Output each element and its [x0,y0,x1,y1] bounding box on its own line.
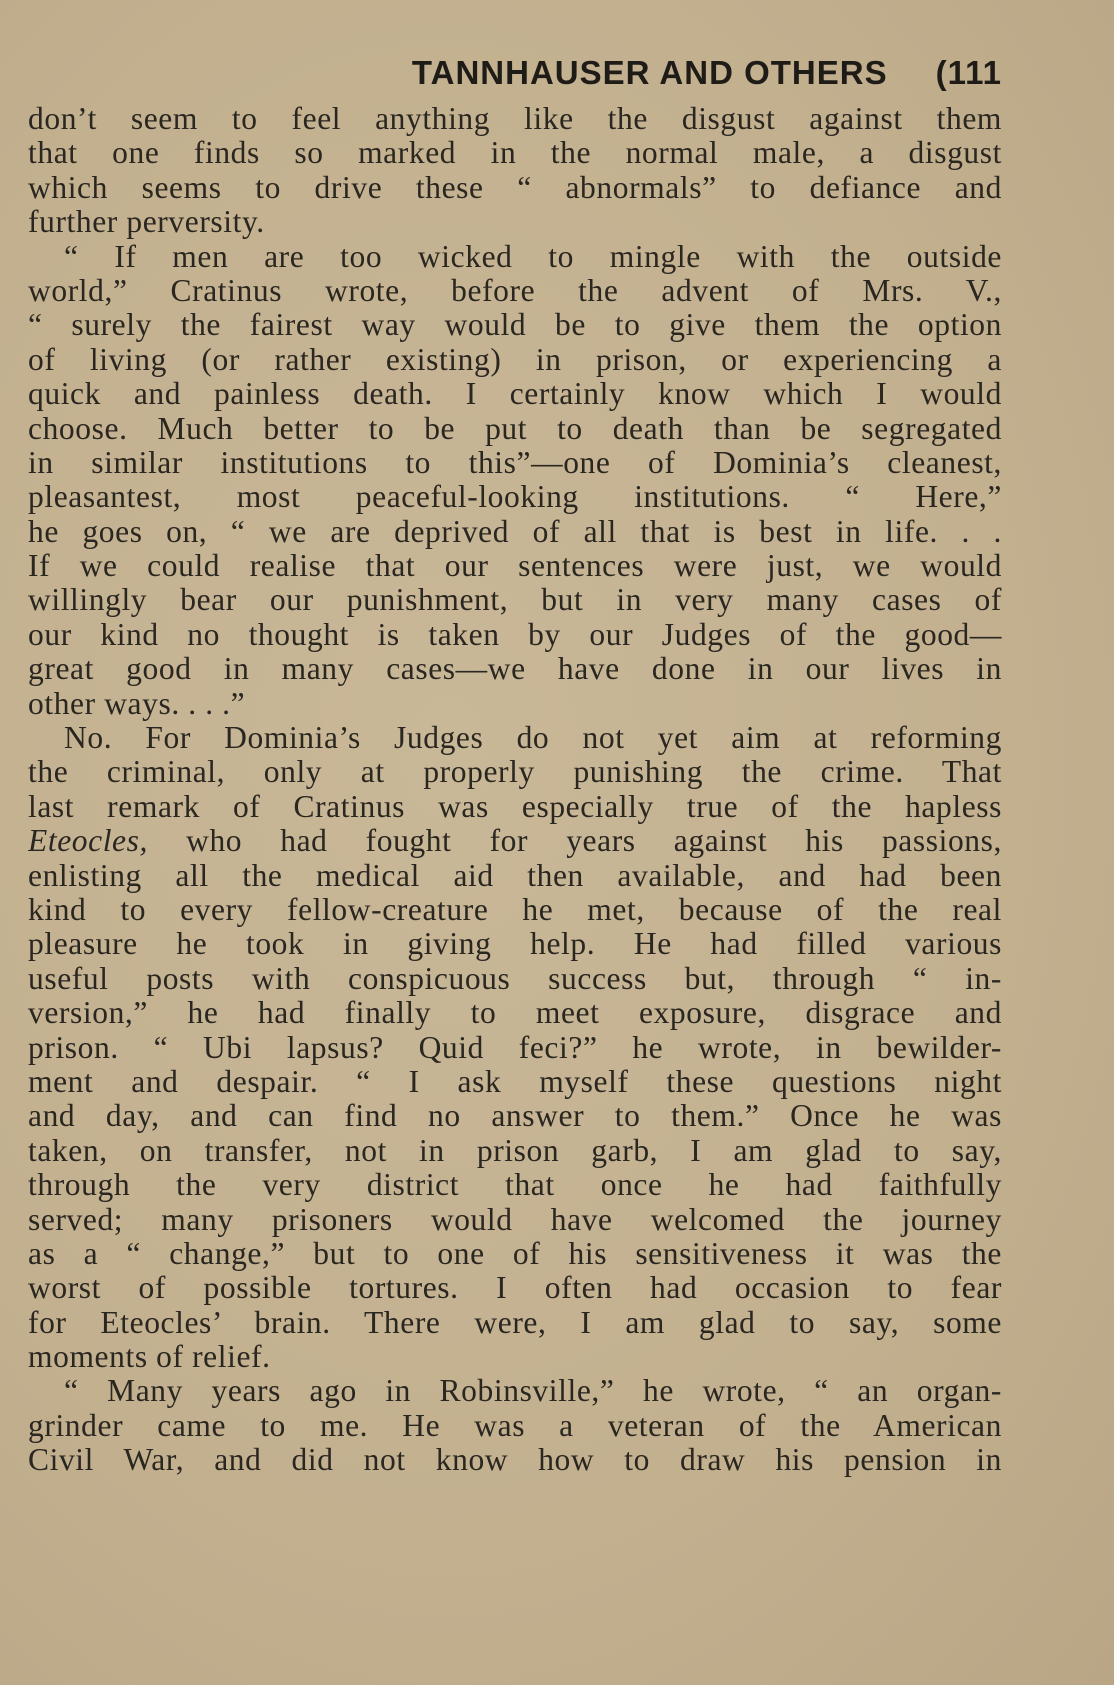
text-line: useful posts with conspicuous success but, through “ in- [28,961,1002,996]
text-line: further perversity. [28,205,265,240]
text-line: through the very district that once he had faithfully [28,1168,1002,1203]
text-line: version,” he had finally to meet exposure, disgrace and [28,996,1002,1031]
text-line: “ If men are too wicked to mingle with the outside [64,239,1002,274]
text-line: willingly bear our punishment, but in very many cases of [28,583,1002,618]
text-line: of living (or rather existing) in prison, or experiencing a [28,342,1002,377]
text-line: he goes on, “ we are deprived of all that is best in life. . . [28,514,1002,549]
text-line: great good in many cases—we have done in our lives in [28,652,1002,687]
text-line: as a “ change,” but to one of his sensitiveness it was the [28,1236,1002,1271]
text-line: kind to every fellow-creature he met, because of the real [28,892,1002,927]
body-text [28,102,1002,1478]
text-line: No. For Dominia’s Judges do not yet aim at reforming [64,721,1002,756]
text-line: for Eteocles’ brain. There were, I am glad to say, some [28,1305,1002,1340]
text-line: that one finds so marked in the normal male, a disgust [28,136,1002,171]
text-line: “ Many years ago in Robinsville,” he wrote, “ an organ- [64,1374,1002,1409]
text-line: pleasure he took in giving help. He had filled various [28,927,1002,962]
text-line: moments of relief. [28,1340,271,1375]
text-line: and day, and can find no answer to them.” Once he was [28,1099,1002,1134]
text-line: grinder came to me. He was a veteran of the American [28,1408,1002,1443]
italic-name: Eteocles, [28,824,148,859]
text-line: pleasantest, most peaceful-looking institutions. “ Here,” [28,480,1002,515]
text-line: worst of possible tortures. I often had occasion to fear [28,1271,1002,1306]
text-line: quick and painless death. I certainly know which I would [28,377,1002,412]
text-line: Civil War, and did not know how to draw his pension in [28,1443,1002,1478]
text-line: “ surely the fairest way would be to give them the option [28,308,1002,343]
running-head-title: TANNHAUSER AND OTHERS [411,54,888,91]
text-line: the criminal, only at properly punishing the crime. That [28,755,1002,790]
page-number: (111 [935,54,1002,91]
text-line: taken, on transfer, not in prison garb, I am glad to say, [28,1133,1002,1168]
text-line: our kind no thought is taken by our Judges of the good— [28,617,1002,652]
text-line: which seems to drive these “ abnormals” to defiance and [28,170,1002,205]
text-line: choose. Much better to be put to death than be segregated [28,411,1002,446]
text-line: don’t seem to feel anything like the disgust against them [28,102,1002,136]
running-head [28,44,1002,102]
text-line: in similar institutions to this”—one of Dominia’s cleanest, [28,445,1002,480]
text-line-with-italic [28,824,1002,858]
text-line: served; many prisoners would have welcomed the journey [28,1202,1002,1237]
text-line: enlisting all the medical aid then available, and had been [28,858,1002,893]
text-line-rest: who had fought for years against his passions, [186,824,1002,859]
book-page [28,44,1002,1478]
text-line: other ways. . . .” [28,686,246,721]
text-line: last remark of Cratinus was especially true of the hapless [28,789,1002,824]
text-line: world,” Cratinus wrote, before the advent of Mrs. V., [28,273,1002,308]
text-line: ment and despair. “ I ask myself these questions night [28,1064,1002,1099]
text-line: prison. “ Ubi lapsus? Quid feci?” he wrote, in bewilder- [28,1030,1002,1065]
text-line: If we could realise that our sentences were just, we would [28,549,1002,584]
